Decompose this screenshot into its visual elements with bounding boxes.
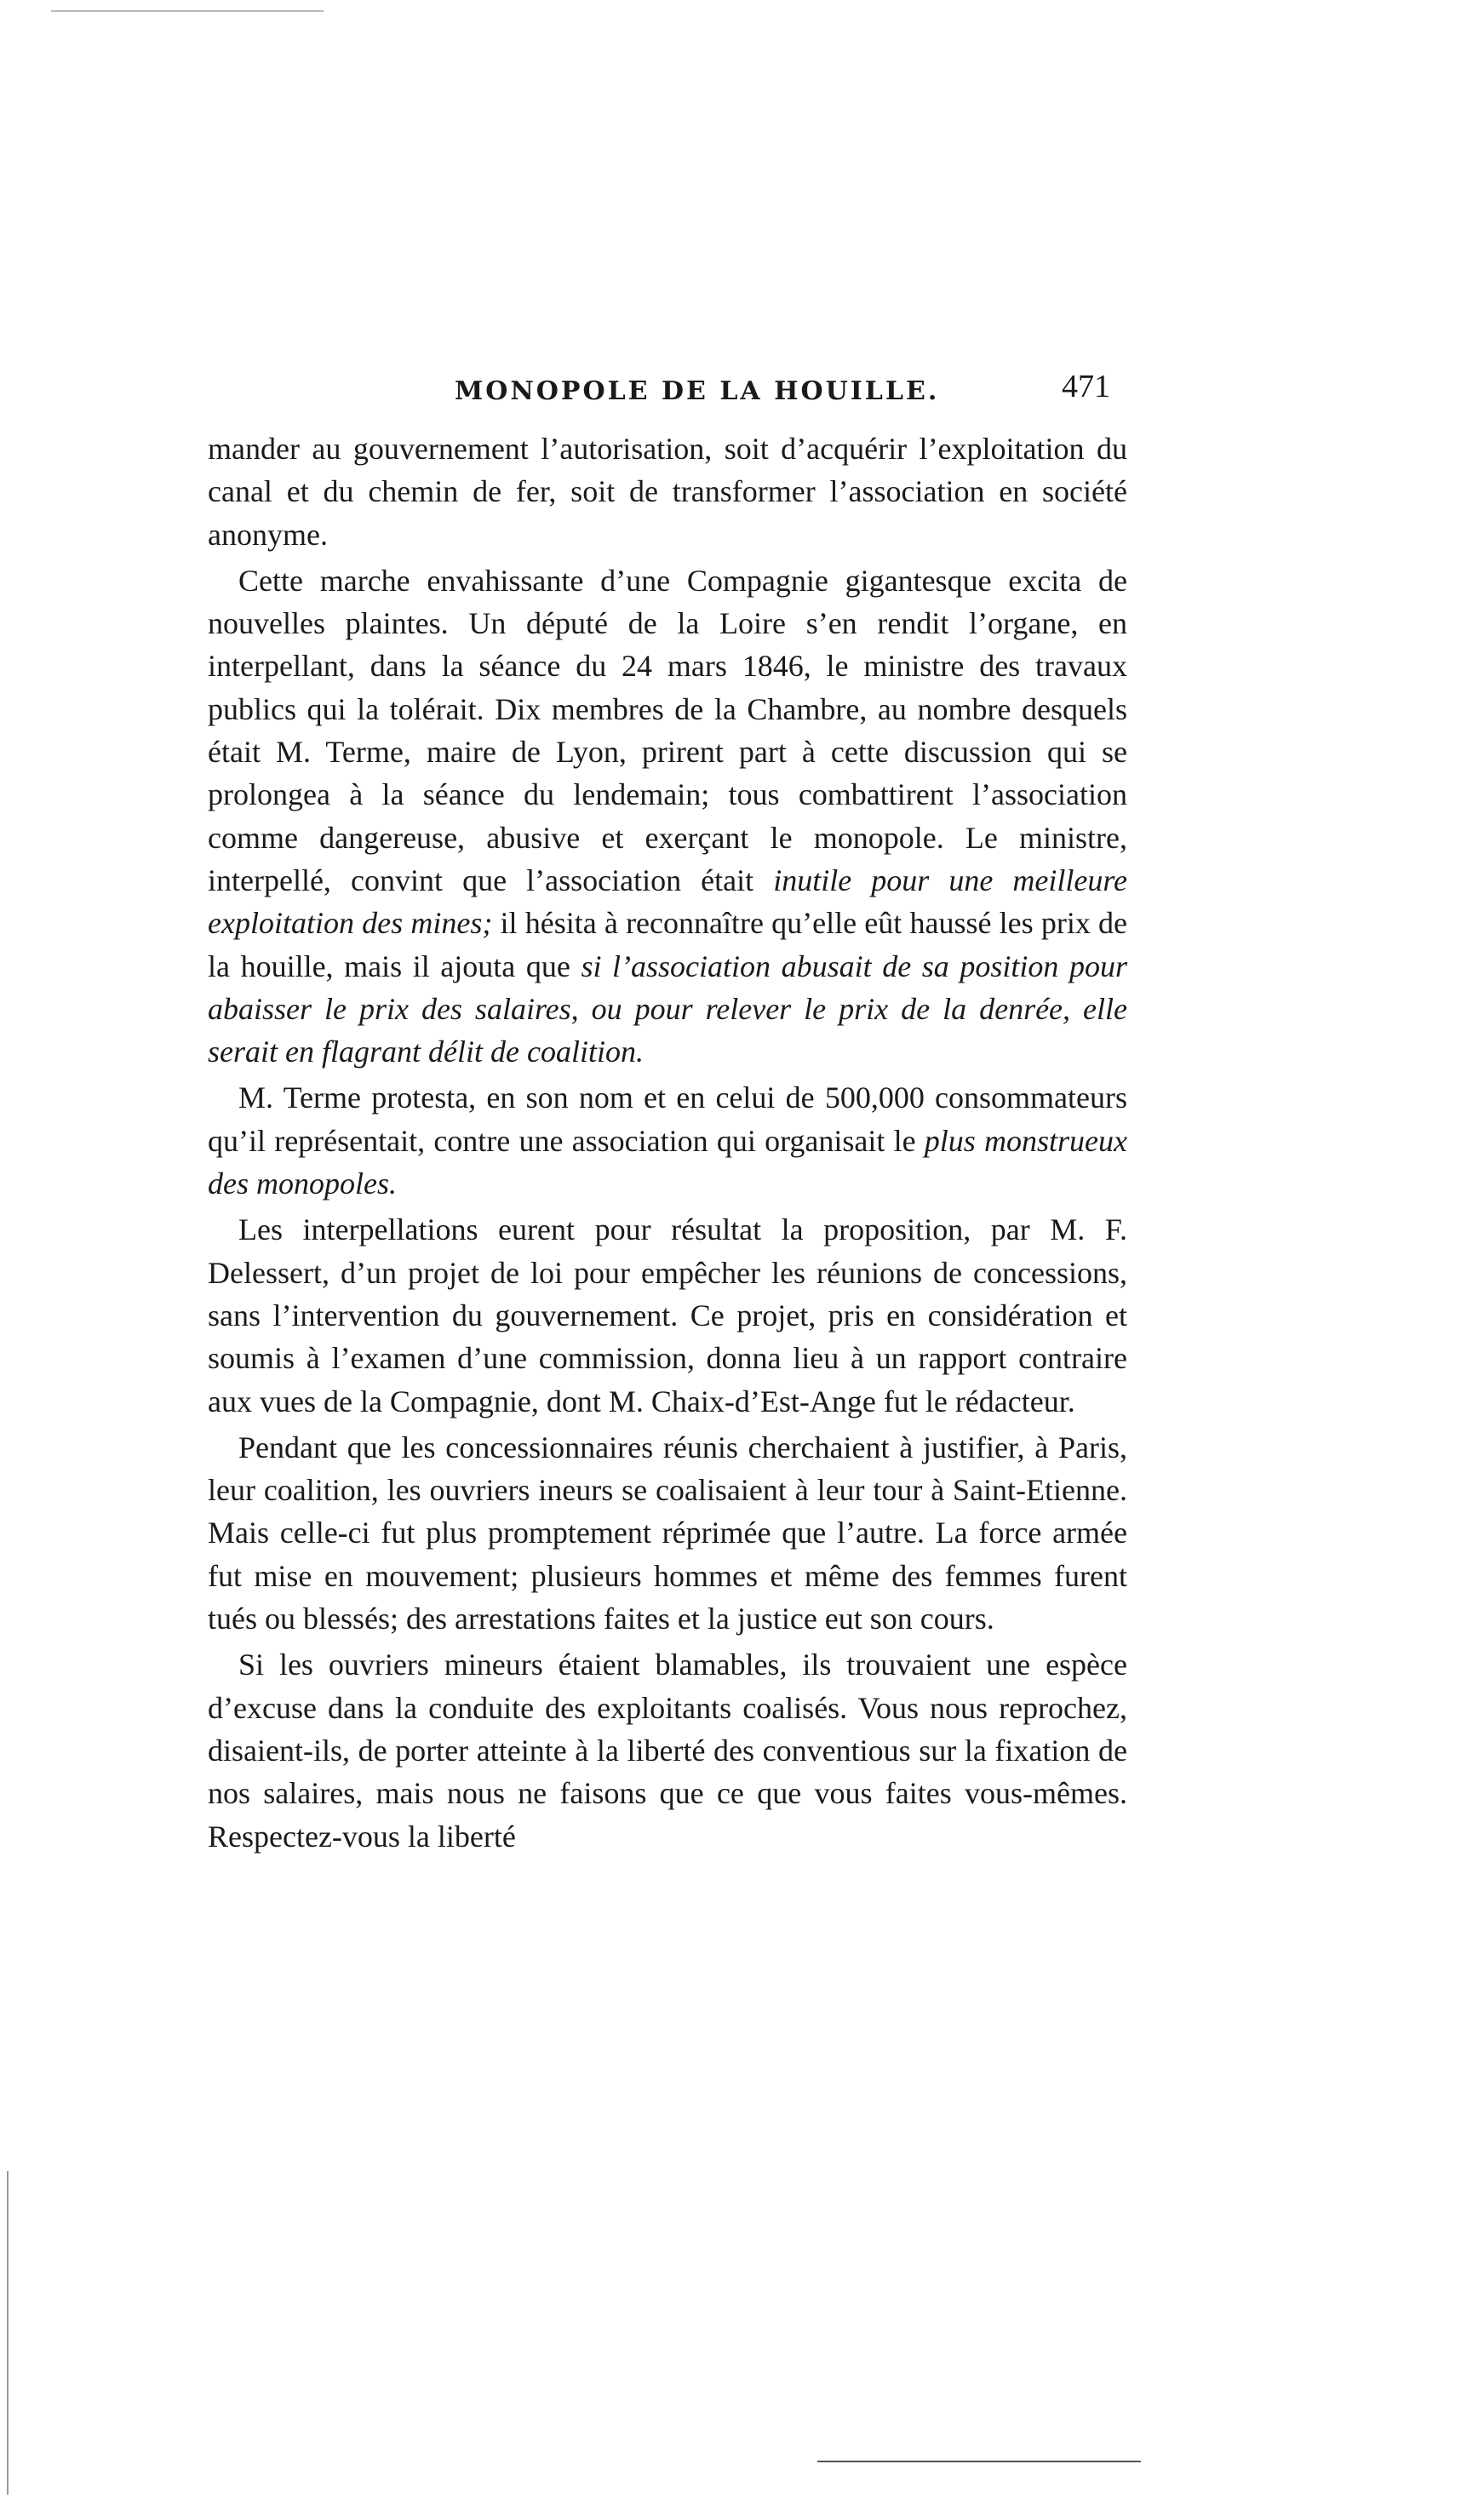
text-run: il hésita à reconnaître qu’elle eût haussé les prix de la houille, mais il ajouta que bbox=[208, 906, 1127, 983]
text-run: mander au gouvernement l’autorisation, soit d’acquérir l’exploitation du canal et du chemin de fer, soit de transformer l’association en société anonyme. bbox=[208, 432, 1127, 552]
scan-artifact-bottom-rule bbox=[817, 2461, 1141, 2462]
text-run: Si les ouvriers mineurs étaient blamables, ils trouvaient une espèce d’excuse dans la conduite des exploitants coalisés. Vous nous reprochez, disaient-ils, de porter atteinte à la liberté des conventious sur la fixation de nos salaires, mais nous ne faisons que ce que vous faites vous-mêmes. Respectez-vous la liberté bbox=[208, 1648, 1127, 1854]
paragraph bbox=[208, 427, 1127, 556]
scan-artifact-left-edge bbox=[7, 2171, 9, 2495]
scan-artifact-top bbox=[51, 10, 324, 12]
running-head bbox=[208, 364, 1127, 415]
italic-text-run: inutile pour une meilleure exploitation des mines; bbox=[208, 862, 1127, 941]
body-text bbox=[208, 427, 1127, 1861]
text-run: Les interpellations eurent pour résultat la proposition, par M. F. Delessert, d’un projet de loi pour empêcher les réunions de concessions, sans l’intervention du gouvernement. Ce projet, pris en considération et soumis à l’examen d’une commission, donna lieu à un rapport contraire aux vues de la Compagnie, dont M. Chaix-d’Est-Ange fut le rédacteur. bbox=[208, 1212, 1127, 1418]
page-number: 471 bbox=[1062, 369, 1110, 404]
text-run: M. Terme protesta, en son nom et en celui de 500,000 consommateurs qu’il représentait, contre une association qui organisait le bbox=[208, 1080, 1127, 1158]
text-run: Cette marche envahissante d’une Compagnie gigantesque excita de nouvelles plaintes. Un député de la Loire s’en rendit l’organe, en interpellant, dans la séance du 24 mars 1846, le ministre des travaux publics qui la tolérait. Dix membres de la Chambre, au nombre desquels était M. Terme, maire de Lyon, prirent part à cette discussion qui se prolongea à la séance du lendemain; tous combattirent l’association comme dangereuse, abusive et exerçant le monopole. Le ministre, interpellé, convint que l’association était bbox=[208, 563, 1127, 897]
text-run: Pendant que les concessionnaires réunis cherchaient à justifier, à Paris, leur coalition, les ouvriers ineurs se coalisaient à leur tour à Saint-Etienne. Mais celle-ci fut plus promptement réprimée que l’autre. La force armée fut mise en mouvement; plusieurs hommes et même des femmes furent tués ou blessés; des arrestations faites et la justice eut son cours. bbox=[208, 1430, 1127, 1636]
paragraph bbox=[208, 1643, 1127, 1857]
italic-text-run: plus monstrueux des monopoles. bbox=[208, 1123, 1127, 1201]
paragraph bbox=[208, 1076, 1127, 1205]
running-title: MONOPOLE DE LA HOUILLE. bbox=[455, 376, 940, 406]
italic-text-run: si l’association abusait de sa position pour abaisser le prix des salaires, ou pour relever le prix de la denrée, elle serait en flagrant délit de coalition. bbox=[208, 948, 1127, 1069]
paragraph bbox=[208, 1426, 1127, 1640]
paragraph bbox=[208, 1208, 1127, 1422]
paragraph bbox=[208, 559, 1127, 1074]
